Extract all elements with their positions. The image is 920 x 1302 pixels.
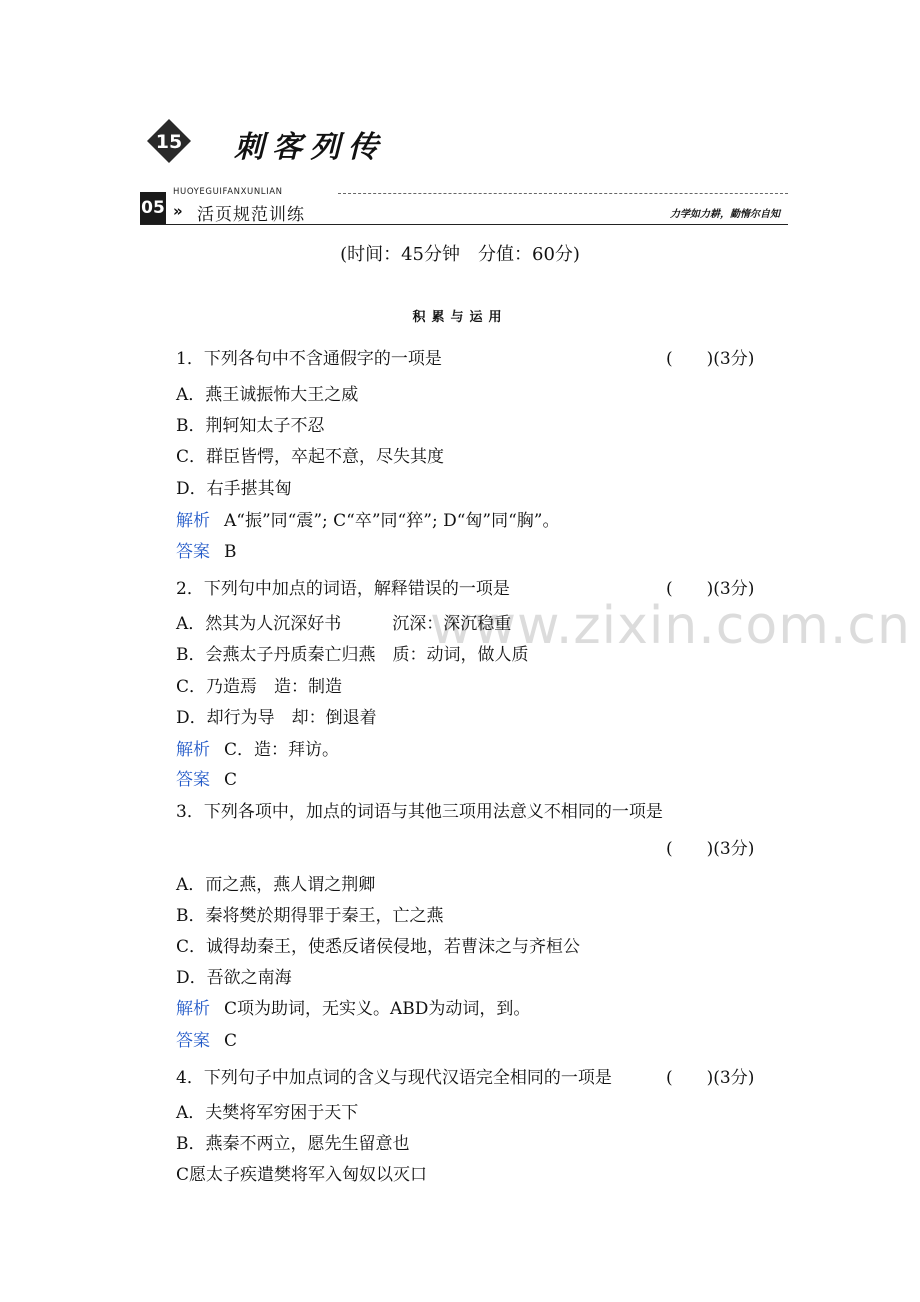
answer-text: B [224,542,237,562]
question-1-answer [176,537,237,562]
time-score-info: (时间：45分钟 分值：60分) [340,244,580,265]
question-4-option-b: B．燕秦不两立，愿先生留意也 [176,1134,410,1154]
question-1-option-a: A．燕王诚振怖大王之威 [176,385,359,405]
question-3-option-a: A．而之燕，燕人谓之荆卿 [176,875,376,895]
question-3-stem: 3．下列各项中，加点的词语与其他三项用法意义不相同的一项是 [176,802,663,822]
banner-pinyin: HUOYEGUIFANXUNLIAN [173,187,283,197]
banner-underline [140,224,788,225]
analysis-text: C项为助词，无实义。ABD为动词，到。 [224,999,531,1019]
question-2-option-c: C．乃造焉 造：制造 [176,677,343,697]
question-2-stem: 2．下列句中加点的词语，解释错误的一项是 [176,579,510,599]
banner-motto: 力学如力耕，勤惰尔自知 [670,209,780,220]
answer-text: C [224,770,238,790]
banner-number: 05 [140,192,166,224]
analysis-label: 解析 [176,511,210,531]
lesson-title: 刺客列传 [234,130,386,165]
question-1-stem: 1．下列各句中不含通假字的一项是 [176,349,442,369]
question-3-analysis [176,994,530,1019]
watermark: www.zixin.com.cn [430,596,911,656]
question-1-option-d: D．右手揕其匈 [176,479,292,499]
analysis-text: C．造：拜访。 [224,740,340,760]
question-2-analysis [176,735,339,760]
question-1-option-b: B．荆轲知太子不忍 [176,416,325,436]
question-2-option-a: A．然其为人沉深好书 沉深：深沉稳重 [176,614,512,634]
question-4-option-c: C愿太子疾遣樊将军入匈奴以灭口 [176,1165,428,1185]
answer-label: 答案 [176,542,210,562]
question-2-option-d: D．却行为导 却：倒退着 [176,708,377,728]
banner-dotted-rule [338,193,788,194]
lesson-number: 15 [155,131,183,153]
answer-label: 答案 [176,770,210,790]
question-4-stem: 4．下列句子中加点词的含义与现代汉语完全相同的一项是 [176,1068,612,1088]
lesson-header [146,118,546,166]
question-3-option-d: D．吾欲之南海 [176,968,292,988]
question-4-option-a: A．夫樊将军穷困于天下 [176,1103,359,1123]
section-banner [140,186,788,226]
question-2-option-b: B．会燕太子丹质秦亡归燕 质：动词，做人质 [176,645,529,665]
question-1-option-c: C．群臣皆愕，卒起不意，尽失其度 [176,447,445,467]
lesson-number-badge [146,118,192,164]
double-chevron-icon: » [173,202,183,220]
analysis-text: A“振”同“震”; C“卒”同“猝”; D“匈”同“胸”。 [224,511,560,531]
question-3-score: ( )(3分) [666,839,755,859]
answer-label: 答案 [176,1031,210,1051]
question-3-option-b: B．秦将樊於期得罪于秦王，亡之燕 [176,906,444,926]
analysis-label: 解析 [176,740,210,760]
question-3-option-c: C．诚得劫秦王，使悉反诸侯侵地，若曹沫之与齐桓公 [176,937,581,957]
question-2-answer [176,765,237,790]
question-4-score: ( )(3分) [666,1068,755,1088]
answer-text: C [224,1031,238,1051]
question-2-score: ( )(3分) [666,579,755,599]
question-3-answer [176,1026,237,1051]
question-1-score: ( )(3分) [666,349,755,369]
analysis-label: 解析 [176,999,210,1019]
question-1-analysis [176,506,559,531]
section-title: 积累与运用 [412,310,508,325]
banner-label: 活页规范训练 [197,205,305,225]
